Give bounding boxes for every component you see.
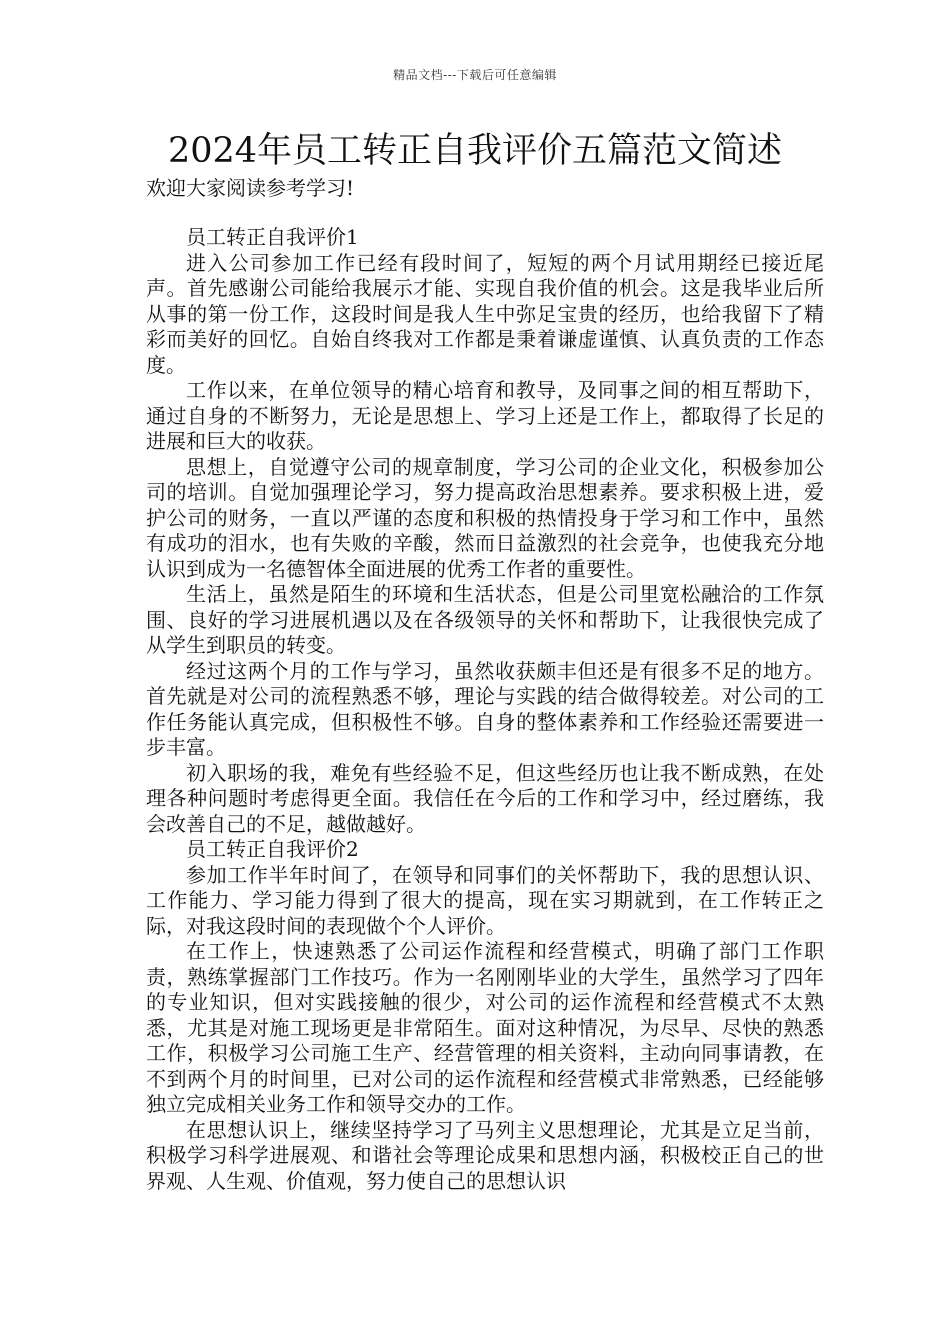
intro-text: 欢迎大家阅读参考学习! bbox=[146, 176, 355, 200]
paragraph: 在工作上，快速熟悉了公司运作流程和经营模式，明确了部门工作职责，熟练掌握部门工作技巧。作为一名刚刚毕业的大学生，虽然学习了四年的专业知识，但对实践接触的很少，对公司的运作流程和经营模式不太熟悉，尤其是对施工现场更是非常陌生。面对这种情况，为尽早、尽快的熟悉工作，积极学习公司施工生产、经营管理的相关资料，主动向同事请教，在不到两个月的时间里，已对公司的运作流程和经营模式非常熟悉，已经能够独立完成相关业务工作和领导交办的工作。 bbox=[146, 939, 824, 1116]
paragraph: 参加工作半年时间了，在领导和同事们的关怀帮助下，我的思想认识、工作能力、学习能力得到了很大的提高，现在实习期就到，在工作转正之际，对我这段时间的表现做个个人评价。 bbox=[146, 862, 824, 938]
paragraph: 初入职场的我，难免有些经验不足，但这些经历也让我不断成熟，在处理各种问题时考虑得更全面。我信任在今后的工作和学习中，经过磨练，我会改善自己的不足，越做越好。 bbox=[146, 760, 824, 836]
document-title: 2024年员工转正自我评价五篇范文简述 bbox=[167, 131, 783, 171]
document-body bbox=[146, 225, 824, 1194]
header-note: 精品文档---下载后可任意编辑 bbox=[393, 68, 557, 82]
paragraph: 工作以来，在单位领导的精心培育和教导，及同事之间的相互帮助下，通过自身的不断努力，无论是思想上、学习上还是工作上，都取得了长足的进展和巨大的收获。 bbox=[146, 378, 824, 453]
paragraph: 生活上，虽然是陌生的环境和生活状态，但是公司里宽松融洽的工作氛围、良好的学习进展机遇以及在各级领导的关怀和帮助下，让我很快完成了从学生到职员的转变。 bbox=[146, 582, 824, 657]
section-heading: 员工转正自我评价2 bbox=[186, 837, 359, 861]
paragraph: 经过这两个月的工作与学习，虽然收获颇丰但还是有很多不足的地方。首先就是对公司的流程熟悉不够，理论与实践的结合做得较差。对公司的工作任务能认真完成，但积极性不够。自身的整体素养和工作经验还需要进一步丰富。 bbox=[146, 658, 824, 759]
paragraph: 思想上，自觉遵守公司的规章制度，学习公司的企业文化，积极参加公司的培训。自觉加强理论学习，努力提高政治思想素养。要求积极上进，爱护公司的财务，一直以严谨的态度和积极的热情投身于学习和工作中，虽然有成功的泪水，也有失败的辛酸，然而日益激烈的社会竞争，也使我充分地认识到成为一名德智体全面进展的优秀工作者的重要性。 bbox=[146, 454, 824, 581]
paragraph: 进入公司参加工作已经有段时间了，短短的两个月试用期经已接近尾声。首先感谢公司能给我展示才能、实现自我价值的机会。这是我毕业后所从事的第一份工作，这段时间是我人生中弥足宝贵的经历，也给我留下了精彩而美好的回忆。自始自终我对工作都是秉着谦虚谨慎、认真负责的工作态度。 bbox=[146, 250, 824, 377]
paragraph: 在思想认识上，继续坚持学习了马列主义思想理论，尤其是立足当前，积极学习科学进展观、和谐社会等理论成果和思想内涵，积极校正自己的世界观、人生观、价值观，努力使自己的思想认识 bbox=[146, 1117, 824, 1193]
section-heading: 员工转正自我评价1 bbox=[186, 225, 359, 249]
